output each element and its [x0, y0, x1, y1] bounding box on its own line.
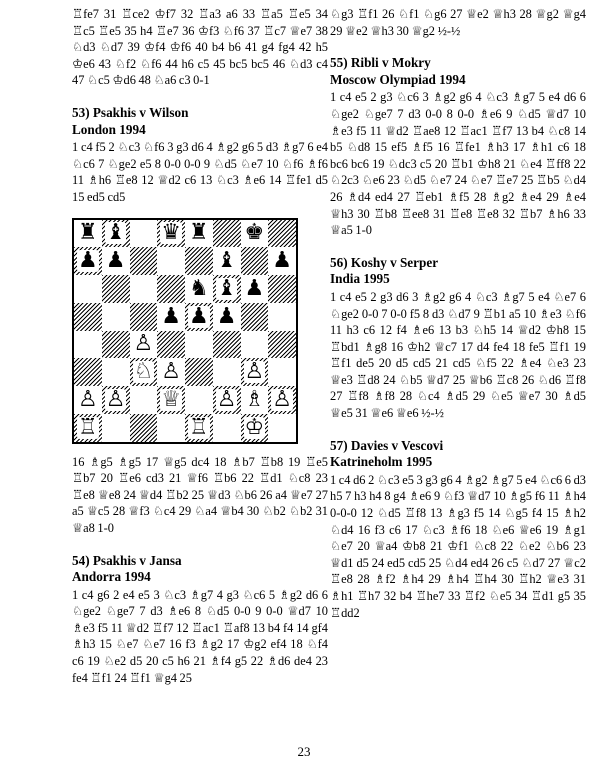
chess-piece: ♝ — [216, 248, 237, 274]
chess-piece: ♟ — [244, 275, 265, 301]
chess-piece: ♙ — [216, 386, 237, 412]
board-square — [185, 414, 213, 442]
board-square — [213, 386, 241, 414]
chess-piece: ♜ — [189, 220, 209, 246]
board-square — [241, 358, 269, 386]
chess-piece: ♟ — [272, 248, 292, 274]
board-square — [157, 220, 185, 248]
chess-piece: ♙ — [105, 386, 126, 412]
board-square — [268, 247, 296, 275]
chess-piece: ♟ — [105, 248, 126, 274]
board-square — [157, 247, 185, 275]
board-square — [213, 220, 241, 248]
continued-moves: ♖fe7 31 ♖ce2 ♔f7 32 ♖a3 a6 33 ♖a5 ♖e5 34 ♖c5 ♖e5 35 h4 ♖e7 36 ♔f3 ♘f6 37 ♖c7 ♕e7 38 ♘d3 ♘d7 39 ♔f4 ♔f6 40 b4 b6 41 g4 fg4 42 h5 ♔e6 43 ♘f2 ♘f6 44 h6 c5 45 bc5 bc5 46 ♘d3 c4 47 ♘c5 ♔d6 48 ♘a6 c3 0-1 — [72, 7, 328, 88]
game-56-event: India 1995 — [330, 271, 390, 287]
board-square — [157, 358, 185, 386]
board-square — [241, 220, 269, 248]
chess-diagram — [72, 218, 298, 444]
board-square — [102, 275, 130, 303]
game-53-title: 53) Psakhis v Wilson — [72, 104, 189, 120]
board-square — [213, 303, 241, 331]
board-square — [185, 303, 213, 331]
chess-piece: ♙ — [272, 386, 292, 412]
board-square — [268, 303, 296, 331]
chess-piece: ♗ — [244, 386, 265, 412]
page-number: 23 — [297, 744, 311, 759]
chess-piece: ♕ — [161, 386, 181, 412]
board-square — [102, 414, 130, 442]
board-square — [268, 275, 296, 303]
game-57-event: Katrineholm 1995 — [330, 454, 433, 470]
board-square — [268, 414, 296, 442]
board-square — [74, 275, 102, 303]
board-square — [74, 303, 102, 331]
board-square — [102, 220, 130, 248]
board-square — [74, 331, 102, 359]
board-square — [130, 386, 158, 414]
game-55-title: 55) Ribli v Mokry — [330, 55, 431, 71]
board-square — [102, 247, 130, 275]
board-square — [130, 358, 158, 386]
board-square — [130, 247, 158, 275]
chess-piece: ♞ — [189, 275, 209, 301]
board-square — [268, 331, 296, 359]
game-53-moves-after: 16 ♗g5 ♗g5 17 ♕g5 dc4 18 ♗b7 ♖b8 19 ♖e5 ♖b7 20 ♖e6 cd3 21 ♕f6 ♖b6 22 ♖d1 ♘c8 23 ♖e8 ♕e8 24 ♕d4 ♖b2 25 ♕d3 ♘b6 26 a4 ♕e7 27 a5 ♕c5 28 ♕f3 ♘c4 29 ♘a4 ♕b4 30 ♘b2 ♘b2 31 ♕a8 1-0 — [72, 454, 328, 535]
chess-piece: ♙ — [78, 386, 98, 412]
board-square — [213, 331, 241, 359]
board-square — [157, 386, 185, 414]
board-square — [102, 386, 130, 414]
chess-piece: ♔ — [244, 414, 265, 440]
board-square — [74, 414, 102, 442]
game-55-event: Moscow Olympiad 1994 — [330, 71, 466, 87]
board-square — [268, 386, 296, 414]
board-square — [213, 275, 241, 303]
board-square — [130, 220, 158, 248]
board-square — [241, 386, 269, 414]
game-53-event: London 1994 — [72, 121, 146, 137]
board-square — [74, 220, 102, 248]
chess-piece: ♟ — [78, 248, 98, 274]
board-square — [185, 247, 213, 275]
board-square — [185, 358, 213, 386]
board-square — [74, 386, 102, 414]
game-55-moves: 1 c4 e5 2 g3 ♘c6 3 ♗g2 g6 4 ♘c3 ♗g7 5 e4 d6 6 ♘ge2 ♘ge7 7 d3 0-0 8 0-0 ♗e6 9 ♘d5 ♕d7 10 ♗e3 f5 11 ♕d2 ♖ae8 12 ♖ac1 ♖f7 13 b4 ♘c8 14 b5 ♘d8 15 ef5 ♗f5 16 ♖fe1 ♗h3 17 ♗h1 c6 18 bc6 bc6 19 ♘dc3 c5 20 ♖b1 ♔h8 21 ♘e4 ♖ff8 22 ♘2c3 ♘e6 23 ♘d5 ♘e7 24 ♘e7 ♖e7 25 ♖b5 ♘d4 26 ♗d4 ed4 27 ♖eb1 ♗f5 28 ♗g2 ♗e4 29 ♗e4 ♕h3 30 ♖b8 ♖ee8 31 ♖e8 ♖e8 32 ♖b7 ♗h6 33 ♕a5 1-0 — [330, 90, 586, 238]
game-54-title: 54) Psakhis v Jansa — [72, 552, 182, 568]
board-square — [213, 247, 241, 275]
board-square — [74, 358, 102, 386]
chess-piece: ♙ — [133, 331, 154, 357]
chess-piece: ♚ — [244, 220, 265, 246]
chess-piece: ♜ — [78, 220, 98, 246]
board-square — [268, 220, 296, 248]
board-square — [268, 358, 296, 386]
board-square — [185, 386, 213, 414]
continued-moves: ♘g3 ♖f1 26 ♘f1 ♘g6 27 ♕e2 ♕h3 28 ♕g2 ♕g4 29 ♕e2 ♕h3 30 ♕g2 ½-½ — [330, 7, 586, 38]
game-56-title: 56) Koshy v Serper — [330, 254, 439, 270]
board-square — [241, 303, 269, 331]
board-square — [102, 358, 130, 386]
board-square — [102, 331, 130, 359]
board-square — [130, 331, 158, 359]
chess-piece: ♖ — [78, 414, 98, 440]
board-square — [241, 414, 269, 442]
board-square — [157, 303, 185, 331]
chess-piece: ♙ — [161, 359, 181, 385]
chess-piece: ♟ — [161, 303, 181, 329]
chess-piece: ♛ — [161, 220, 181, 246]
chess-piece: ♙ — [244, 359, 265, 385]
board-square — [185, 275, 213, 303]
chess-piece: ♖ — [189, 414, 209, 440]
chess-piece: ♘ — [133, 359, 154, 385]
game-54-moves: 1 c4 g6 2 e4 e5 3 ♘c3 ♗g7 4 g3 ♘c6 5 ♗g2 d6 6 ♘ge2 ♘ge7 7 d3 ♗e6 8 ♘d5 0-0 9 0-0 ♕d7 10 ♗e3 f5 11 ♕d2 ♖f7 12 ♖ac1 ♖af8 13 b4 f4 14 gf4 ♗h3 15 ♘e7 ♘e7 16 f3 ♗g2 17 ♔g2 ef4 18 ♘f4 c6 19 ♘e2 d5 20 c5 h6 21 ♗f4 g5 22 ♗d6 de4 23 fe4 ♖f1 24 ♖f1 ♕g4 25 — [72, 587, 328, 685]
board-square — [157, 331, 185, 359]
chess-piece: ♝ — [216, 275, 237, 301]
board-square — [130, 414, 158, 442]
board-square — [130, 275, 158, 303]
game-53-moves-before: 1 c4 f5 2 ♘c3 ♘f6 3 g3 d6 4 ♗g2 g6 5 d3 ♗g7 6 e4 ♘c6 7 ♘ge2 e5 8 0-0 0-0 9 ♘d5 ♘e7 10 ♘f6 ♗f6 11 ♗h6 ♖e8 12 ♕d2 c6 13 ♘c3 ♗e6 14 ♖fe1 d5 15 ed5 cd5 — [72, 140, 328, 204]
board-square — [157, 275, 185, 303]
game-57-moves: 1 c4 d6 2 ♘c3 e5 3 g3 g6 4 ♗g2 ♗g7 5 e4 ♘c6 6 d3 h5 7 h3 h4 8 g4 ♗e6 9 ♘f3 ♕d7 10 ♗g5 f6 11 ♗h4 0-0-0 12 ♘d5 ♖f8 13 ♗g3 f5 14 ♘g5 f4 15 ♗h2 ♘d4 16 f3 c6 17 ♘c3 ♗f6 18 ♘e6 ♕e6 19 ♗g1 ♘e7 20 ♕a4 ♔b8 21 ♔f1 ♘c8 22 ♘e2 ♘b6 23 ♕d1 d5 24 ed5 cd5 25 ♘d4 ed4 26 c5 ♘d7 27 ♕c2 ♖e8 28 ♗f2 ♗h4 29 ♗h4 ♖h4 30 ♖h2 ♕e3 31 ♗h1 ♖h7 32 b4 ♖he7 33 ♖f2 ♘e5 34 ♖d1 g5 35 ♖dd2 — [330, 472, 586, 620]
chess-piece: ♟ — [216, 303, 237, 329]
chess-piece: ♝ — [105, 220, 126, 246]
board-square — [241, 331, 269, 359]
board-square — [157, 414, 185, 442]
game-57-title: 57) Davies v Vescovi — [330, 437, 444, 453]
left-column — [72, 6, 328, 686]
chess-piece: ♟ — [189, 303, 209, 329]
board-square — [102, 303, 130, 331]
right-column — [330, 6, 586, 621]
board-square — [74, 247, 102, 275]
game-54-event: Andorra 1994 — [72, 569, 151, 585]
board-square — [241, 275, 269, 303]
board-square — [130, 303, 158, 331]
game-56-moves: 1 c4 e5 2 g3 d6 3 ♗g2 g6 4 ♘c3 ♗g7 5 e4 ♘e7 6 ♘ge2 0-0 7 0-0 f5 8 d3 ♘d7 9 ♖b1 a5 10 ♗e3 ♘f6 11 h3 c6 12 f4 ♗e6 13 b3 ♘h5 14 ♕d2 ♔h8 15 ♖bd1 ♗g8 16 ♔h2 ♕c7 17 d4 fe4 18 fe5 ♖f1 19 ♖f1 de5 20 d5 cd5 21 cd5 ♘f5 22 ♗e4 ♘e3 23 ♕e3 ♖d8 24 ♘b5 ♕d7 25 ♕b6 ♖c8 26 ♘d6 ♖f8 27 ♖f8 ♗f8 28 ♘c4 ♗d5 29 ♘e5 ♕e7 30 ♗d5 ♕e5 31 ♕e6 ♕e6 ½-½ — [330, 289, 586, 421]
board-square — [213, 358, 241, 386]
board-square — [241, 247, 269, 275]
board-square — [213, 414, 241, 442]
board-square — [185, 220, 213, 248]
board-square — [185, 331, 213, 359]
